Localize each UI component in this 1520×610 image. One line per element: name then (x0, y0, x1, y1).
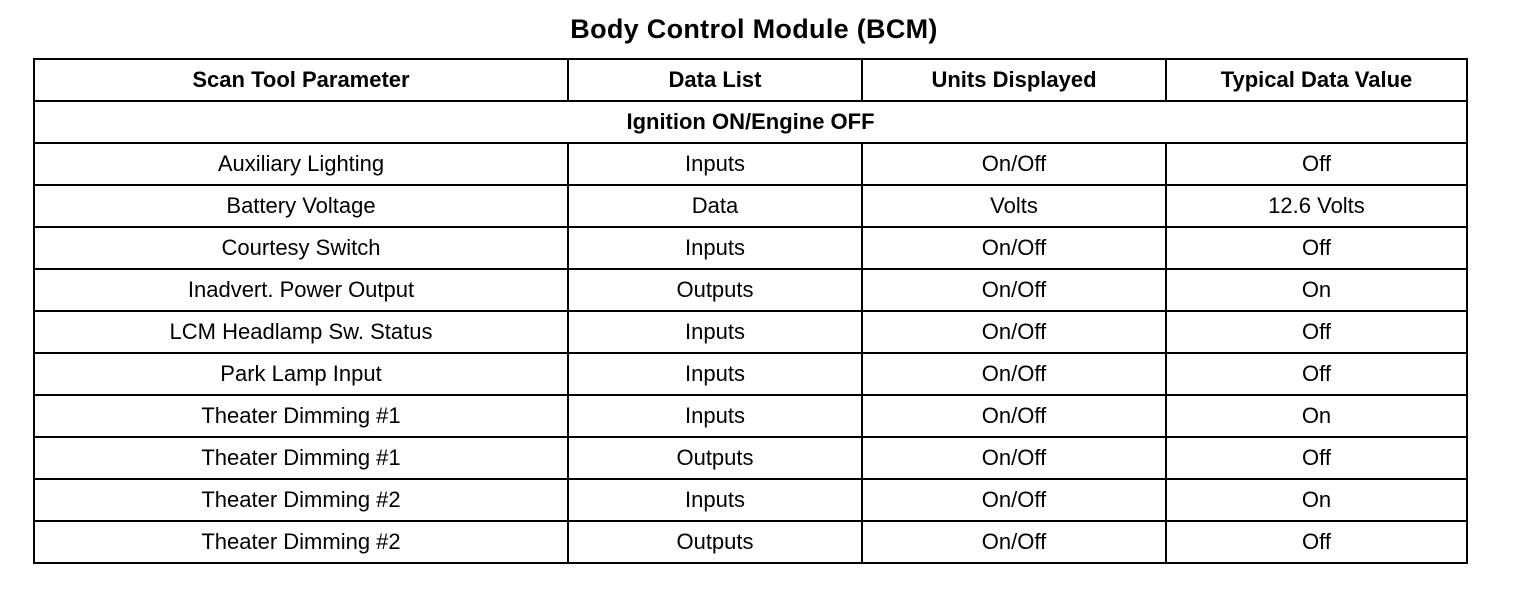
cell-units: On/Off (862, 479, 1166, 521)
table-row (34, 395, 1467, 437)
table-row (34, 269, 1467, 311)
table-row (34, 143, 1467, 185)
cell-typical-value: Off (1166, 437, 1467, 479)
table-row (34, 479, 1467, 521)
column-header-data-list: Data List (568, 59, 862, 101)
cell-data-list: Outputs (568, 269, 862, 311)
cell-typical-value: On (1166, 269, 1467, 311)
cell-parameter: Courtesy Switch (34, 227, 568, 269)
column-header-scan-tool-parameter: Scan Tool Parameter (34, 59, 568, 101)
cell-units: On/Off (862, 143, 1166, 185)
cell-parameter: Theater Dimming #2 (34, 521, 568, 563)
cell-units: Volts (862, 185, 1166, 227)
section-header: Ignition ON/Engine OFF (34, 101, 1467, 143)
cell-data-list: Inputs (568, 143, 862, 185)
cell-typical-value: Off (1166, 521, 1467, 563)
cell-parameter: Inadvert. Power Output (34, 269, 568, 311)
cell-parameter: Battery Voltage (34, 185, 568, 227)
cell-typical-value: Off (1166, 143, 1467, 185)
cell-units: On/Off (862, 437, 1166, 479)
table-row (34, 311, 1467, 353)
cell-units: On/Off (862, 311, 1166, 353)
column-header-typical-data-value: Typical Data Value (1166, 59, 1467, 101)
cell-units: On/Off (862, 353, 1166, 395)
table-row (34, 521, 1467, 563)
cell-typical-value: Off (1166, 227, 1467, 269)
cell-parameter: Park Lamp Input (34, 353, 568, 395)
page-title: Body Control Module (BCM) (570, 14, 938, 44)
cell-units: On/Off (862, 269, 1166, 311)
cell-units: On/Off (862, 227, 1166, 269)
cell-data-list: Inputs (568, 353, 862, 395)
section-row (34, 101, 1467, 143)
cell-units: On/Off (862, 395, 1166, 437)
column-header-units-displayed: Units Displayed (862, 59, 1166, 101)
cell-data-list: Outputs (568, 521, 862, 563)
cell-data-list: Inputs (568, 479, 862, 521)
cell-data-list: Data (568, 185, 862, 227)
data-table (33, 58, 1468, 564)
cell-parameter: Theater Dimming #2 (34, 479, 568, 521)
cell-typical-value: Off (1166, 311, 1467, 353)
cell-typical-value: 12.6 Volts (1166, 185, 1467, 227)
cell-parameter: Auxiliary Lighting (34, 143, 568, 185)
cell-data-list: Inputs (568, 395, 862, 437)
cell-data-list: Inputs (568, 227, 862, 269)
cell-parameter: LCM Headlamp Sw. Status (34, 311, 568, 353)
cell-typical-value: Off (1166, 353, 1467, 395)
header-row (34, 59, 1467, 101)
cell-data-list: Inputs (568, 311, 862, 353)
table-row (34, 185, 1467, 227)
cell-typical-value: On (1166, 479, 1467, 521)
cell-data-list: Outputs (568, 437, 862, 479)
cell-typical-value: On (1166, 395, 1467, 437)
table-row (34, 353, 1467, 395)
table-row (34, 437, 1467, 479)
cell-parameter: Theater Dimming #1 (34, 437, 568, 479)
table-row (34, 227, 1467, 269)
cell-units: On/Off (862, 521, 1166, 563)
cell-parameter: Theater Dimming #1 (34, 395, 568, 437)
